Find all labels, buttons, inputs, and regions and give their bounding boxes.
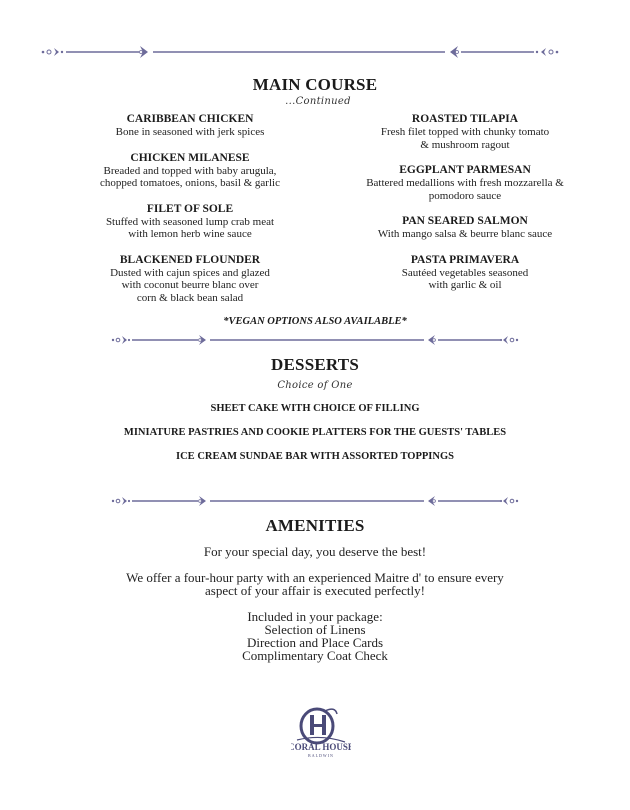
menu-item-blackened-flounder (70, 253, 310, 305)
package-label: Included in your package: (247, 609, 383, 624)
menu-item-desc: chopped tomatoes, onions, basil & garlic (100, 177, 280, 189)
package-item: Complimentary Coat Check (242, 648, 388, 663)
desserts-subtitle: Choice of One (277, 380, 353, 391)
dessert-item: MINIATURE PASTRIES AND COOKIE PLATTERS FOR THE GUESTS' TABLES (123, 427, 507, 438)
menu-item-name: FILET OF SOLE (146, 202, 234, 215)
amenities-offer-line: aspect of your affair is executed perfectly! (205, 583, 425, 598)
coral-house-logo (291, 702, 351, 762)
menu-item-filet-of-sole (70, 202, 310, 241)
menu-item-name: PASTA PRIMAVERA (410, 253, 520, 266)
logo-tagline: BALDWIN (308, 753, 334, 758)
amenities-offer-line: We offer a four-hour party with an experienced Maitre d' to ensure every (126, 570, 504, 585)
menu-item-desc: Stuffed with seasoned lump crab meat (105, 215, 275, 228)
menu-item-desc: With mango salsa & beurre blanc sauce (377, 228, 553, 240)
menu-item-eggplant-parmesan (340, 163, 590, 202)
package-item: Direction and Place Cards (246, 635, 384, 650)
main-course-right-column (340, 112, 590, 304)
menu-item-desc: Dusted with cajun spices and glazed (110, 266, 270, 279)
menu-item-desc: Bone in seasoned with jerk spices (115, 126, 265, 138)
menu-item-name: PAN SEARED SALMON (402, 215, 528, 227)
menu-item-desc: with lemon herb wine sauce (128, 228, 252, 240)
menu-item-roasted-tilapia (340, 112, 590, 151)
menu-item-desc: Battered medallions with fresh mozzarella & (366, 177, 564, 189)
menu-item-desc: corn & black bean salad (136, 291, 244, 304)
menu-item-name: CHICKEN MILANESE (130, 151, 250, 164)
menu-item-pasta-primavera (340, 253, 590, 292)
dessert-item: ICE CREAM SUNDAE BAR WITH ASSORTED TOPPINGS (176, 451, 454, 462)
menu-item-name: CARIBBEAN CHICKEN (126, 113, 254, 125)
menu-item-desc: Sautéed vegetables seasoned (401, 266, 529, 279)
menu-item-desc: Breaded and topped with baby arugula, (103, 164, 277, 177)
main-course-subtitle: ...Continued (285, 96, 351, 107)
menu-item-name: EGGPLANT PARMESAN (399, 164, 531, 176)
logo-name: CORAL HOUSE (291, 742, 351, 752)
menu-item-desc: with coconut beurre blanc over (121, 279, 259, 291)
menu-item-name: ROASTED TILAPIA (411, 113, 519, 125)
main-course-title: MAIN COURSE (252, 75, 378, 94)
menu-item-desc: with garlic & oil (428, 279, 502, 291)
top-ornamental-divider (40, 42, 560, 62)
desserts-title: DESSERTS (271, 355, 359, 374)
menu-item-pan-seared-salmon (340, 214, 590, 241)
package-item: Selection of Linens (264, 622, 366, 637)
menu-item-chicken-milanese (70, 151, 310, 190)
amenities-intro: For your special day, you deserve the best! (203, 544, 427, 559)
menu-item-name: BLACKENED FLOUNDER (119, 253, 261, 266)
menu-item-desc: Fresh filet topped with chunky tomato (380, 126, 550, 138)
vegan-options-note: *VEGAN OPTIONS ALSO AVAILABLE* (223, 316, 407, 327)
lower-ornamental-divider (110, 491, 520, 511)
middle-ornamental-divider (110, 330, 520, 350)
amenities-title: AMENITIES (265, 516, 365, 535)
dessert-item: SHEET CAKE WITH CHOICE OF FILLING (210, 403, 420, 414)
menu-item-desc: pomodoro sauce (428, 189, 502, 202)
menu-item-desc: & mushroom ragout (420, 138, 510, 151)
main-course-left-column (70, 112, 310, 316)
menu-item-caribbean-chicken (70, 112, 310, 139)
